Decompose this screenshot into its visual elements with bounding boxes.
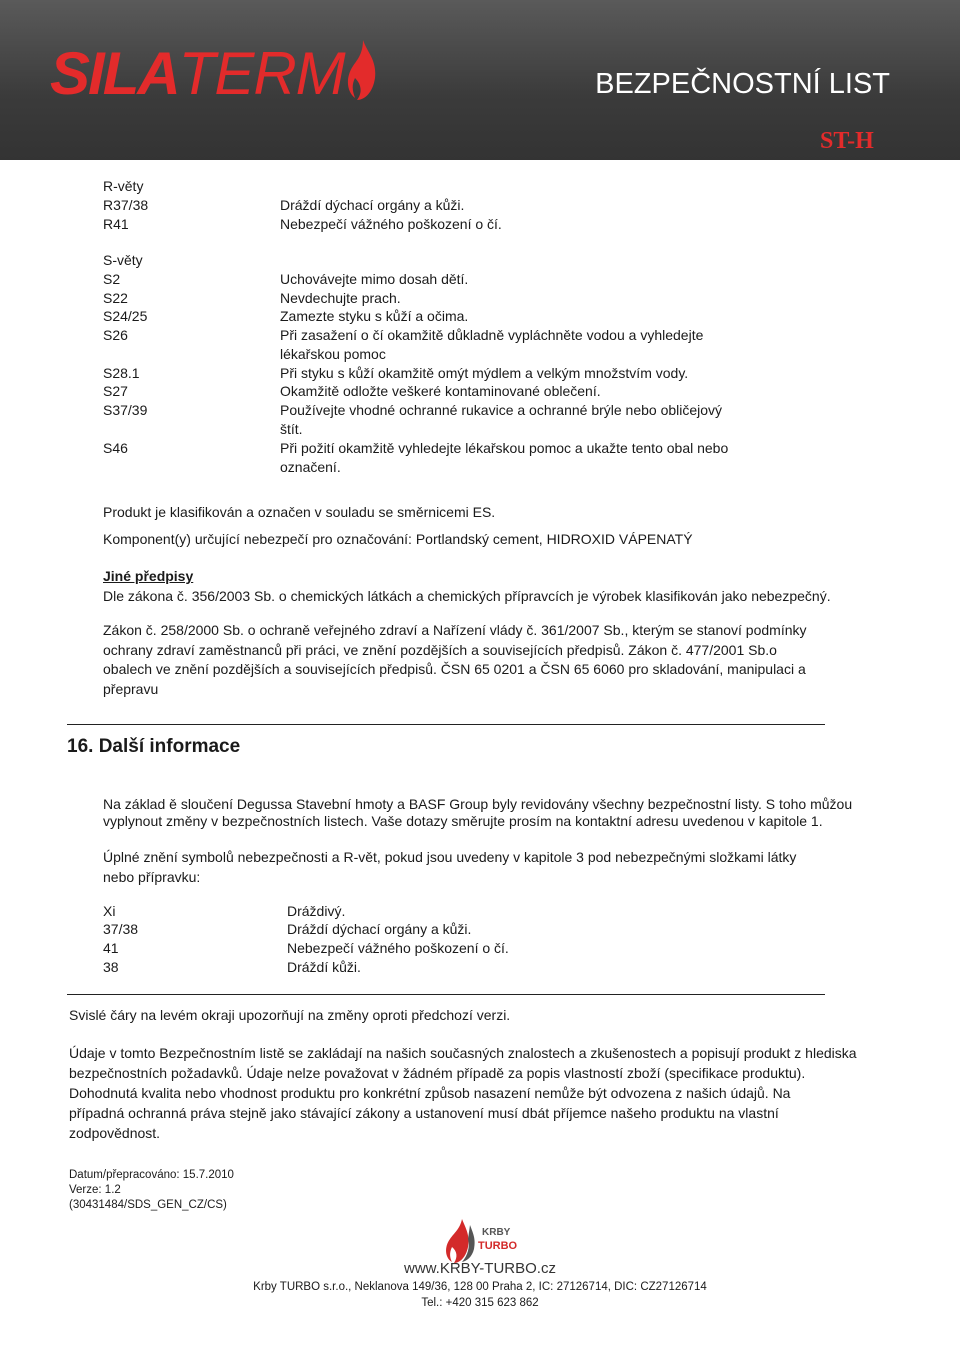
symbol-code: 37/38: [103, 921, 139, 937]
s-phrase-code: S24/25: [103, 308, 148, 324]
footer-phone: Tel.: +420 315 623 862: [421, 1297, 539, 1309]
section-divider: [67, 724, 825, 725]
components-text: Komponent(y) určující nebezpečí pro označování: Portlandský cement, HIDROXID VÁPENATÝ: [103, 531, 693, 547]
r-phrase-code: R37/38: [103, 197, 149, 213]
document-reference: (30431484/SDS_GEN_CZ/CS): [69, 1199, 227, 1211]
s-phrase-code: S46: [103, 440, 128, 456]
other-rules-paragraph-line: Zákon č. 258/2000 Sb. o ochraně veřejného zdraví a Nařízení vlády č. 361/2007 Sb., kterým se stanoví podmínky: [103, 622, 807, 638]
symbol-code: Xi: [103, 903, 116, 919]
s-phrase-code: S27: [103, 383, 128, 399]
section-16-paragraph-line: nebo přípravku:: [103, 869, 201, 885]
other-rules-heading: Jiné předpisy: [103, 568, 194, 584]
s-phrase-code: S2: [103, 271, 121, 287]
s-phrase-text: Zamezte styku s kůží a očima.: [280, 308, 469, 324]
logo-sila-text: SILA: [50, 40, 179, 107]
symbol-code: 38: [103, 959, 119, 975]
s-phrase-text-continued: štít.: [280, 421, 303, 437]
logo-krby-text: KRBY: [482, 1227, 511, 1238]
version: Verze: 1.2: [69, 1184, 121, 1196]
disclaimer-line: Dohodnutá kvalita nebo vhodnost produktu pro konkrétní způsob nasazení nemůže být odvozena z našich údajů. Na: [69, 1085, 791, 1101]
s-phrase-text: Používejte vhodné ochranné rukavice a ochranné brýle nebo obličejový: [280, 402, 723, 418]
s-phrase-text: Uchovávejte mimo dosah dětí.: [280, 271, 469, 287]
symbol-text: Dráždivý.: [287, 903, 346, 919]
section-16-paragraph-line: Na základ ě sloučení Degussa Stavební hmoty a BASF Group byly revidovány všechny bezpečnostní listy. S toho můžou: [103, 796, 853, 812]
s-phrase-text-continued: označení.: [280, 459, 341, 475]
disclaimer-line: Údaje v tomto Bezpečnostním listě se zakládají na našich současných znalostech a zkušenostech a popisují produkt z hlediska: [69, 1045, 857, 1061]
other-rules-paragraph-line: ochrany zdraví zaměstnanců při práci, ve znění pozdějších a souvisejících předpisů. Zákon č. 477/2001 Sb.o: [103, 642, 777, 658]
s-phrase-text: Při požití okamžitě vyhledejte lékařskou pomoc a ukažte tento obal nebo: [280, 440, 729, 456]
s-phrase-text-continued: lékařskou pomoc: [280, 346, 386, 362]
s-phrase-text: Při styku s kůží okamžitě omýt mýdlem a velkým množstvím vody.: [280, 365, 689, 381]
s-phrase-code: S22: [103, 290, 128, 306]
section-divider: [67, 994, 825, 995]
section-16-paragraph-line: vyplynout změny v bezpečnostních listech. Vaše dotazy směrujte prosím na kontaktní adresu uvedenou v kapitole 1.: [103, 813, 823, 829]
s-phrase-code: S26: [103, 327, 128, 343]
s-phrase-code: S37/39: [103, 402, 148, 418]
symbol-text: Nebezpečí vážného poškození o čí.: [287, 940, 509, 956]
s-phrase-code: S28.1: [103, 365, 140, 381]
product-code: ST-H: [820, 128, 874, 154]
revision-date: Datum/přepracováno: 15.7.2010: [69, 1169, 234, 1181]
flame-icon: [347, 38, 379, 102]
section-16-paragraph-line: Úplné znění symbolů nebezpečnosti a R-vět, pokud jsou uvedeny v kapitole 3 pod nebezpečnými složkami látky: [103, 849, 797, 865]
r-phrase-text: Nebezpečí vážného poškození o čí.: [280, 216, 502, 232]
footer-company: Krby TURBO s.r.o., Neklanova 149/36, 128 00 Praha 2, IC: 27126714, DIC: CZ27126714: [253, 1281, 707, 1293]
classification-text: Produkt je klasifikován a označen v souladu se směrnicemi ES.: [103, 504, 496, 520]
symbol-text: Dráždí kůži.: [287, 959, 361, 975]
s-phrase-text: Nevdechujte prach.: [280, 290, 401, 306]
section-16-title: 16. Další informace: [67, 736, 241, 757]
disclaimer-line: bezpečnostních požadavků. Údaje nelze považovat v žádném případě za popis vlastností zboží (specifikace produktu).: [69, 1065, 806, 1081]
vertical-lines-note: Svislé čáry na levém okraji upozorňují na změny oproti předchozí verzi.: [69, 1007, 511, 1023]
disclaimer-line: případná ochranná práva stejně jako stávající zákony a ustanovení musí dbát příjemce našeho produktu na vlastní: [69, 1105, 779, 1121]
header-banner: [0, 0, 960, 160]
document-title: BEZPEČNOSTNÍ LIST: [595, 68, 890, 100]
r-phrase-code: R41: [103, 216, 129, 232]
other-rules-paragraph-line: přepravu: [103, 681, 159, 697]
symbol-code: 41: [103, 940, 119, 956]
disclaimer-line: zodpovědnost.: [69, 1125, 161, 1141]
footer-website[interactable]: www.KRBY-TURBO.cz: [404, 1260, 556, 1277]
r-phrases-heading: R-věty: [103, 178, 144, 194]
other-rules-line: Dle zákona č. 356/2003 Sb. o chemických látkách a chemických přípravcích je výrobek klasifikován jako nebezpečný.: [103, 588, 831, 604]
logo-turbo-text: TURBO: [478, 1240, 518, 1252]
logo-term-text: TERM: [178, 40, 345, 107]
s-phrases-heading: S-věty: [103, 252, 143, 268]
s-phrase-text: Okamžitě odložte veškeré kontaminované oblečení.: [280, 383, 601, 399]
other-rules-paragraph-line: obalech ve znění pozdějších a souvisejících předpisů. ČSN 65 0201 a ČSN 65 6060 pro skladování, manipulaci a: [103, 661, 806, 677]
r-phrase-text: Dráždí dýchací orgány a kůži.: [280, 197, 465, 213]
s-phrase-text: Při zasažení o čí okamžitě důkladně vypláchněte vodou a vyhledejte: [280, 327, 704, 343]
silaterm-logo: [50, 38, 379, 108]
symbol-text: Dráždí dýchací orgány a kůži.: [287, 921, 472, 937]
